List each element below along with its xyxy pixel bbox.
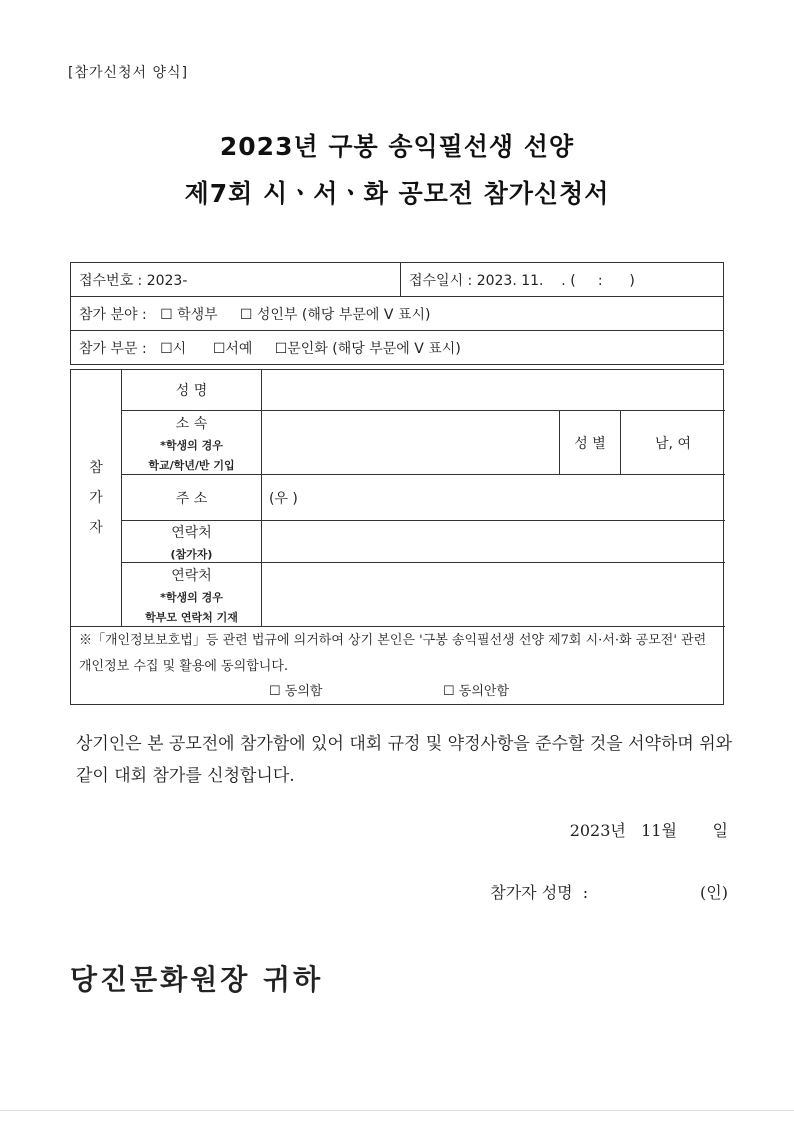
pledge-statement: 상기인은 본 공모전에 참가함에 있어 대회 규정 및 약정사항을 준수할 것을 서약하며 위와 같이 대회 참가를 신청합니다. — [76, 734, 733, 786]
affiliation-note-1: *학생의 경우 — [160, 438, 223, 452]
consent-agree-checkbox[interactable]: ☐ 동의함 — [269, 684, 323, 699]
gender-label: 성 별 — [574, 435, 606, 452]
form-type-label: [참가신청서 양식] — [68, 65, 189, 81]
contact-note: (참가자) — [170, 547, 213, 561]
guardian-note-1: *학생의 경우 — [160, 590, 223, 604]
name-field[interactable] — [262, 370, 725, 410]
receipt-no: 접수번호 : 2023- — [79, 272, 188, 289]
affiliation-label: 소 속 — [175, 415, 208, 432]
title-line-2: 제7회 시ㆍ서ㆍ화 공모전 참가신청서 — [184, 179, 610, 208]
affiliation-label-cell — [122, 411, 261, 474]
side-char-3: 자 — [89, 520, 103, 536]
side-char-1: 참 — [89, 460, 103, 476]
signature-line[interactable]: 참가자 성명 : (인) — [490, 883, 728, 902]
page-bottom-divider — [0, 1110, 794, 1111]
contact-label-cell — [122, 521, 261, 562]
category-selection[interactable]: 참가 부문 : ☐시 ☐서예 ☐문인화 (해당 부문에 V 표시) — [79, 340, 461, 357]
receipt-row — [71, 263, 723, 297]
recipient: 당진문화원장 귀하 — [70, 963, 324, 996]
side-char-2: 가 — [89, 490, 103, 506]
address-label: 주 소 — [175, 490, 208, 507]
receipt-no-cell[interactable] — [71, 263, 401, 296]
application-date[interactable]: 2023년 11월 일 — [569, 821, 728, 840]
gender-field[interactable]: 남, 여 — [655, 435, 691, 452]
contact-field[interactable] — [262, 521, 725, 562]
affiliation-field[interactable] — [262, 411, 559, 474]
guardian-contact-label: 연락처 — [171, 567, 212, 584]
guardian-note-2: 학부모 연락처 기재 — [145, 610, 238, 624]
affiliation-note-2: 학교/학년/반 기입 — [148, 458, 235, 472]
contact-label: 연락처 — [171, 524, 212, 541]
receipt-date[interactable]: 접수일시 : 2023. 11. . ( : ) — [409, 272, 635, 289]
address-field[interactable]: (우 ) — [269, 490, 298, 507]
consent-disagree-checkbox[interactable]: ☐ 동의안함 — [443, 684, 510, 699]
name-label: 성 명 — [175, 383, 208, 399]
participant-side-label — [71, 370, 121, 626]
field-row[interactable] — [71, 297, 723, 331]
guardian-contact-field[interactable] — [262, 563, 725, 626]
participant-table — [70, 369, 724, 705]
privacy-consent-text: ※「개인정보보호법」등 관련 법규에 의거하여 상기 본인은 '구봉 송익필선생 선양 제7회 시·서·화 공모전' 관련 개인정보 수집 및 활용에 동의합니다. — [79, 633, 707, 674]
category-row[interactable] — [71, 331, 723, 364]
receipt-info-table — [70, 262, 724, 365]
field-selection[interactable]: 참가 분야 : ☐ 학생부 ☐ 성인부 (해당 부문에 V 표시) — [79, 306, 431, 323]
guardian-contact-label-cell — [122, 563, 261, 626]
title-line-1: 2023년 구봉 송익필선생 선양 — [219, 132, 575, 161]
